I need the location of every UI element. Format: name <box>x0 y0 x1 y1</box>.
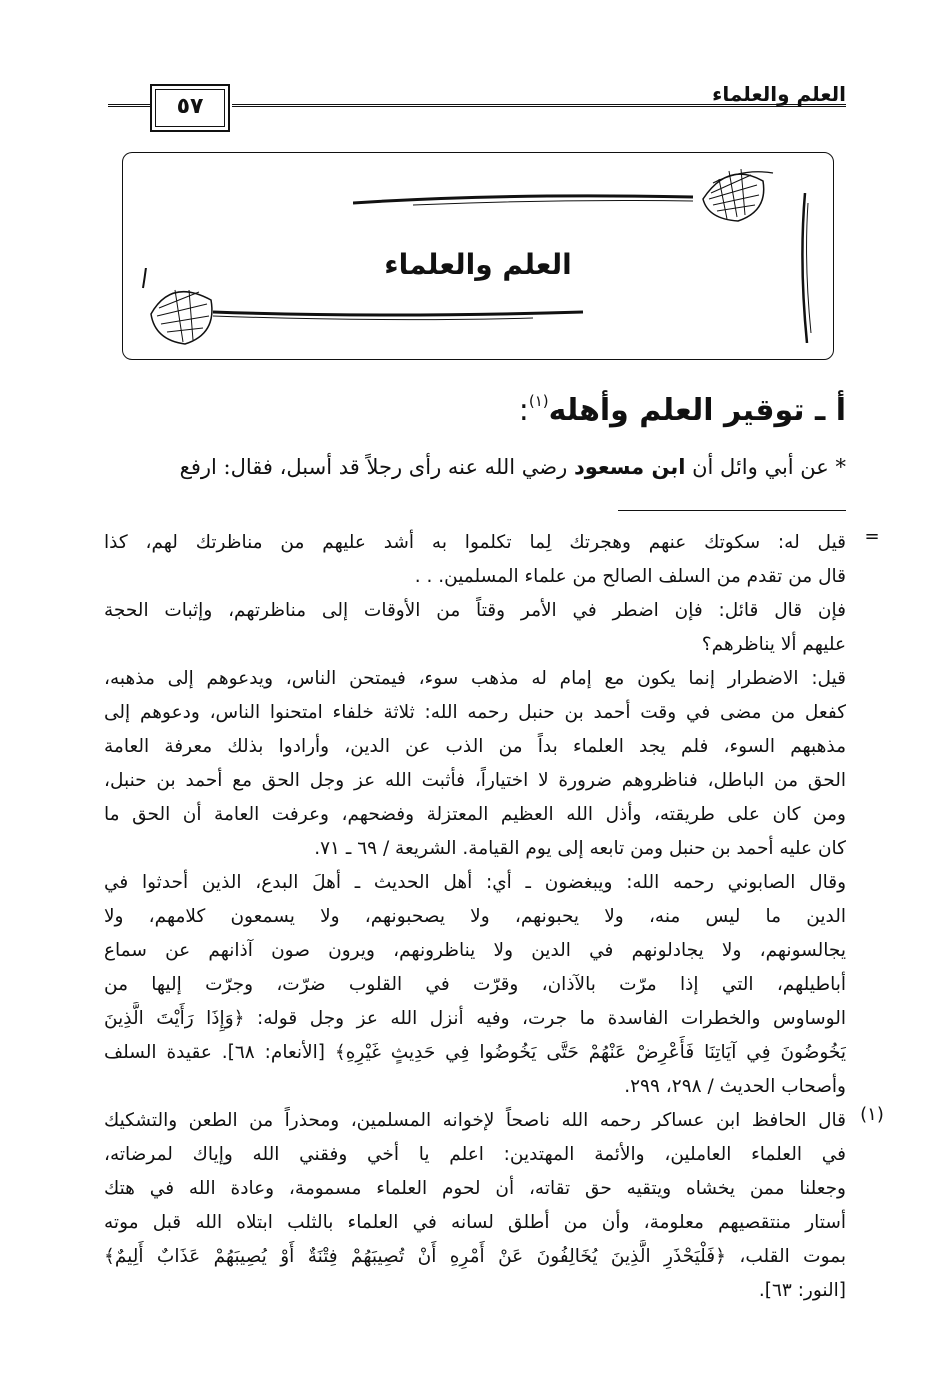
footnote-line: قال الحافظ ابن عساكر رحمه الله ناصحاً لإخوانه المسلمين، ومحذراً من الطعن والتشكيك <box>104 1110 846 1131</box>
footnote-line: في العلماء العاملين، والأئمة المهتدين: اعلم يا أخي وفقني الله وإياك لمرضاته، <box>104 1144 846 1165</box>
intro-text-start: عن أبي وائل أن <box>685 455 836 479</box>
continuation-marker: = <box>864 526 880 547</box>
star-bullet: * <box>835 455 846 479</box>
footnote-line: مذهبهم السوء، فلم يجد العلماء بداً من الذب عن الدين، وأرادوا بذلك معرفة العامة <box>104 736 846 757</box>
footnote-line: الحق من الباطل، فناظروهم ضرورة لا اختياراً، فأثبت الله عز وجل الحق مع أحمد بن حنبل، <box>104 770 846 791</box>
footnote-line: كان عليه أحمد بن حنبل ومن تابعه إلى يوم القيامة. الشريعة / ٦٩ ـ ٧١. <box>314 838 846 859</box>
footnote-line: ومن كان على طريقته، وأذل الله العظيم المعتزلة وفضحهم، وعرفت العامة أن الحق ما <box>104 804 846 825</box>
footnote-continuation <box>104 526 880 1104</box>
footnote-line: أستار منتقصيهم معلومة، وأن من أطلق لسانه في العلماء بالثلب ابتلاه الله قبل موته <box>104 1212 846 1233</box>
footnote-line: عليهم ألا يناظرهم؟ <box>701 634 846 655</box>
footnotes <box>104 526 884 1308</box>
footnote-line: [النور: ٦٣]. <box>758 1280 846 1301</box>
footnote-ref: (١) <box>528 392 549 410</box>
footnote-line: وقال الصابوني رحمه الله: ويبغضون ـ أي: أهل الحديث ـ أهلَ البدع، الذين أحدثوا في <box>104 872 846 893</box>
footnote-line: قيل له: سكوتك عنهم وهجرتك لِما تكلموا به أشد عليهم من مناظرتك لهم، كذا <box>104 532 846 553</box>
footnote-rule <box>618 510 846 511</box>
heading-colon: : <box>518 393 529 428</box>
page-number: ٥٧ <box>176 94 204 119</box>
title-frame <box>122 152 834 360</box>
footnote-line: أباطيلهم، التي إذا مرّت بالآذان، وقرّت في القلوب ضرّت، وجرّت إليها من <box>104 974 846 995</box>
header-rule <box>232 104 846 107</box>
running-title: العلم والعلماء <box>712 82 846 106</box>
footnote-line: يَخُوضُونَ فِي آيَاتِنَا فَأَعْرِضْ عَنْهُمْ حَتَّى يَخُوضُوا فِي حَدِيثٍ غَيْرِهِ﴾ [الأنعام: ٦٨]. عقيدة السلف <box>104 1042 846 1063</box>
top-ornament-icon <box>353 163 793 223</box>
footnote-line: كفعل من مضى في وقت أحمد بن حنبل رحمه الله: ثلاثة خلفاء امتحنوا الناس، ودعوهم إلى <box>104 702 846 723</box>
intro-name: ابن مسعود <box>573 455 686 479</box>
footnote-line: فإن قال قائل: فإن اضطر في الأمر وقتاً من الأوقات إلى مناظرتهم، وإثبات الحجة <box>104 600 846 621</box>
intro-text-end: رضي الله عنه رأى رجلاً قد أسبل، فقال: ارفع <box>179 455 574 479</box>
intro-paragraph <box>104 452 846 482</box>
footnote-line: قيل: الاضطرار إنما يكون مع إمام له مذهب سوء، فيمتحن الناس، ويدعوهم إلى مذهبه، <box>104 668 846 689</box>
footnote-line: قال من تقدم من السلف الصالح من علماء المسلمين. . . <box>414 566 846 587</box>
header-rule-left <box>108 104 152 107</box>
footnote-line: بموت القلب، ﴿فَلْيَحْذَرِ الَّذِينَ يُخَالِفُونَ عَنْ أَمْرِهِ أَنْ تُصِيبَهُمْ فِتْنَةٌ أَوْ يُصِيبَهُمْ عَذَابٌ أَلِيمٌ﴾ <box>104 1246 846 1267</box>
footnote-line: الوساوس والخطرات الفاسدة ما جرت، وفيه أنزل الله عز وجل قوله: ﴿وَإِذَا رَأَيْتَ الَّذِينَ <box>104 1008 846 1029</box>
footnote-1 <box>104 1104 884 1308</box>
footnote-line: الدين ما ليس منه، ولا يحبونهم، ولا يصحبونهم، ولا يسمعون كلامهم، ولا <box>104 906 846 927</box>
footnote-line: وأصحاب الحديث / ٢٩٨، ٢٩٩. <box>624 1076 846 1097</box>
section-heading-text: أ ـ توقير العلم وأهله <box>548 393 846 428</box>
page-number-box <box>150 84 230 132</box>
section-heading <box>519 392 846 428</box>
chapter-title: العلم والعلماء <box>384 248 572 281</box>
footnote-1-marker: (١) <box>860 1104 884 1125</box>
footnote-line: يجالسونهم، ولا يجادلونهم في الدين ولا يناظرونهم، ويرون صون آذانهم عن سماع <box>104 940 846 961</box>
footnote-line: وجعلنا ممن يخشاه ويتقيه حق تقاته، أن لحوم العلماء مسمومة، وعادة الله في هتك <box>104 1178 846 1199</box>
